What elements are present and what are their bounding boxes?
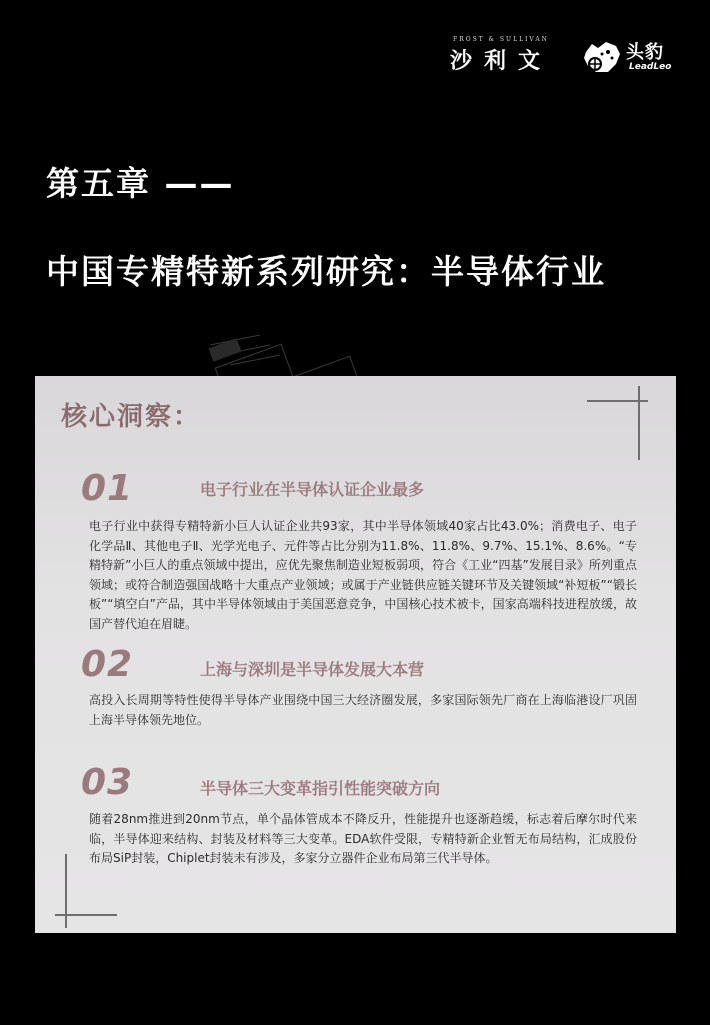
- section-body: 随着28nm推进到20nm节点，单个晶体管成本不降反升，性能提升也逐渐趋缓，标志着后摩尔时代来临，半导体迎来结构、封装及材料等三大变革。EDA软件受限，专精特新企业暂无布局结构，汇成股份布局SiP封装，Chiplet封装未有涉及，多家分立器件企业布局第三代半导体。: [89, 812, 637, 865]
- corner-line: [638, 386, 640, 460]
- corner-line: [65, 854, 67, 928]
- section-body: 电子行业中获得专精特新小巨人认证企业共93家，其中半导体领域40家占比43.0%；消费电子、电子化学品Ⅱ、其他电子Ⅱ、光学光电子、元件等占比分别为11.8%、11.8%、9.7%、15.1%、8.6%。“专精特新”小巨人的重点领域中提出，应优先聚焦制造业短板弱项，符合《工业“四基”发展目录》所列重点领域；或符合制造强国战略十大重点产业领域；或属于产业链供应链关键环节及关键领域“补短板”“锻长板”“填空白”产品，其中半导体领域由于美国恶意竞争，中国核心技术被卡，国家高端科技进程放缓，故国产替代迫在眉睫。: [89, 519, 637, 631]
- insights-panel: [35, 376, 676, 933]
- leadleo-cn: 头豹: [626, 42, 664, 63]
- leopard-icon: [582, 38, 622, 76]
- frost-sullivan-cn: 沙利文: [449, 49, 552, 74]
- chapter-label: 第五章 ——: [46, 164, 235, 203]
- frost-sullivan-logo: [428, 36, 574, 76]
- insights-title: 核心洞察：: [61, 402, 202, 432]
- leadleo-logo: [582, 36, 682, 80]
- section-heading: 半导体三大变革指引性能突破方向: [200, 779, 441, 798]
- section-heading: 电子行业在半导体认证企业最多: [200, 480, 425, 499]
- section-heading: 上海与深圳是半导体发展大本营: [200, 660, 425, 679]
- leadleo-en: LeadLeo: [629, 62, 672, 72]
- frost-sullivan-en: FROST & SULLIVAN: [453, 36, 549, 43]
- section-number: 02: [81, 644, 134, 685]
- page-title: 中国专精特新系列研究：半导体行业: [46, 252, 606, 291]
- header: [0, 36, 710, 86]
- section-number: 03: [81, 762, 134, 803]
- section-number: 01: [81, 468, 134, 509]
- section-body: 高投入长周期等特性使得半导体产业围绕中国三大经济圈发展，多家国际领先厂商在上海临港设厂巩固上海半导体领先地位。: [89, 693, 637, 727]
